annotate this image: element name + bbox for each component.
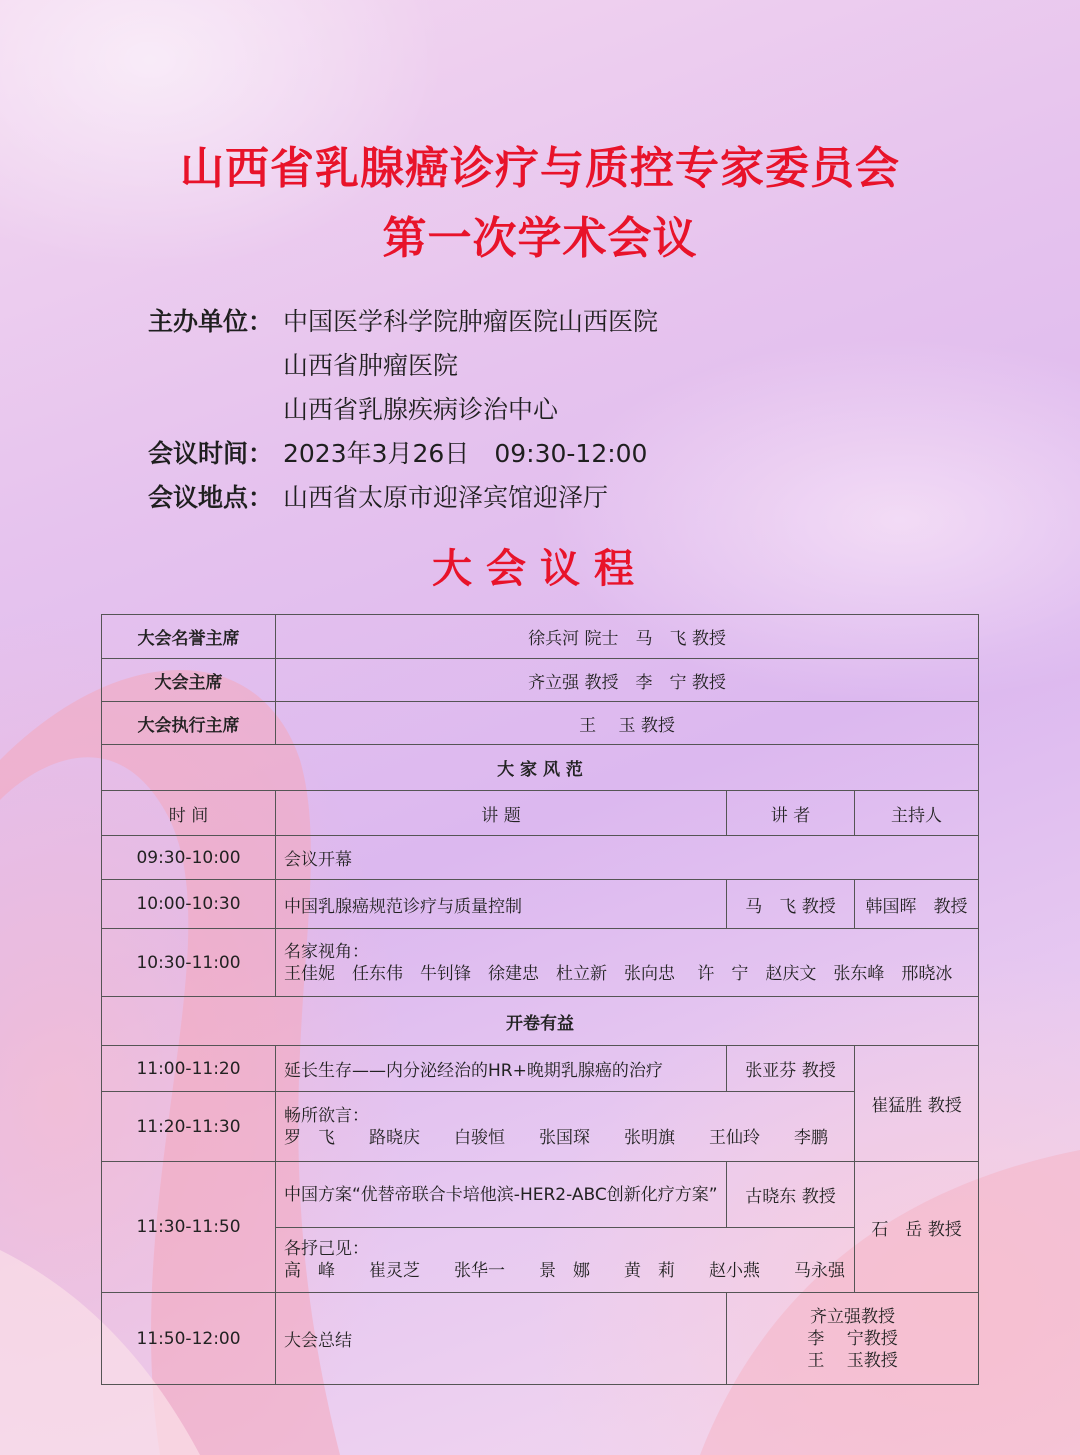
table-row: [102, 615, 979, 659]
table-row: [102, 659, 979, 702]
section-title: 大 家 风 范: [102, 745, 979, 791]
table-row: [102, 1162, 979, 1228]
session-host: 韩国晖 教授: [855, 880, 979, 929]
table-row: [102, 929, 979, 997]
table-row: [102, 997, 979, 1046]
panel-label: 畅所欲言：: [284, 1105, 369, 1126]
session-host: 崔猛胜 教授: [855, 1046, 979, 1162]
session-speaker: 马 飞 教授: [727, 880, 855, 929]
agenda-title: 大会议程: [432, 546, 648, 592]
organizer-2: 山西省肿瘤医院: [283, 351, 459, 380]
session-time: 11:00-11:20: [102, 1046, 276, 1092]
session-host: 石 岳 教授: [855, 1162, 979, 1293]
session-time: 11:30-11:50: [102, 1162, 276, 1293]
table-header-row: [102, 791, 979, 836]
table-row: [102, 836, 979, 880]
place-value: 山西省太原市迎泽宾馆迎泽厅: [283, 483, 609, 512]
place-row: [148, 478, 608, 514]
panel-label: 名家视角：: [284, 941, 369, 962]
organizer-row: [148, 302, 658, 338]
closing-host-1: 齐立强教授: [810, 1306, 896, 1327]
session-topic: 会议开幕: [276, 836, 979, 880]
table-row: [102, 1293, 979, 1385]
chair-label: 大会名誉主席: [102, 615, 276, 659]
session-speaker: 古晓东 教授: [727, 1162, 855, 1228]
organizer-row-3: [148, 390, 558, 426]
session-topic: [276, 929, 979, 997]
panel-members: 高 峰 崔灵芝 张华一 景 娜 黄 莉 赵小燕 马永强: [284, 1261, 845, 1281]
place-label: 会议地点：: [148, 483, 274, 512]
chair-value: 齐立强 教授 李 宁 教授: [276, 659, 979, 702]
closing-host-2: 李 宁教授: [807, 1328, 898, 1349]
time-row: [148, 434, 647, 470]
session-topic: 大会总结: [276, 1293, 727, 1385]
header-speaker: 讲 者: [727, 791, 855, 836]
organizer-row-2: [148, 346, 458, 382]
panel-members: 罗 飞 路晓庆 白骏恒 张国琛 张明旗 王仙玲 李鹏: [284, 1127, 828, 1148]
header-host: 主持人: [855, 791, 979, 836]
session-topic: 中国乳腺癌规范诊疗与质量控制: [276, 880, 727, 929]
table-row: [102, 702, 979, 745]
organizer-label: 主办单位：: [148, 307, 274, 336]
session-host: [727, 1293, 979, 1385]
session-time: 10:30-11:00: [102, 929, 276, 997]
session-topic: 延长生存——内分泌经治的HR+晚期乳腺癌的治疗: [276, 1046, 727, 1092]
session-topic: [276, 1228, 855, 1293]
table-row: [102, 1092, 979, 1162]
header-time: 时 间: [102, 791, 276, 836]
session-time: 09:30-10:00: [102, 836, 276, 880]
session-time: 11:20-11:30: [102, 1092, 276, 1162]
page-title-line2: 第一次学术会议: [382, 213, 698, 264]
chair-value: 徐兵河 院士 马 飞 教授: [276, 615, 979, 659]
schedule-table: [101, 614, 979, 1385]
table-row: [102, 745, 979, 791]
chair-label: 大会主席: [102, 659, 276, 702]
chair-label: 大会执行主席: [102, 702, 276, 745]
panel-members: 王佳妮 任东伟 牛钊锋 徐建忠 杜立新 张向忠 许 宁 赵庆文 张东峰 邢晓冰: [284, 963, 953, 984]
session-speaker: 张亚芬 教授: [727, 1046, 855, 1092]
panel-label: 各抒己见：: [284, 1239, 369, 1259]
section-title: 开卷有益: [102, 997, 979, 1046]
organizer-3: 山西省乳腺疾病诊治中心: [283, 395, 559, 424]
closing-host-3: 王 玉教授: [807, 1350, 898, 1371]
time-label: 会议时间：: [148, 439, 274, 468]
session-topic: 中国方案“优替帝联合卡培他滨-HER2-ABC创新化疗方案”: [276, 1162, 727, 1228]
table-row: [102, 1046, 979, 1092]
chair-value: 王 玉 教授: [276, 702, 979, 745]
session-time: 11:50-12:00: [102, 1293, 276, 1385]
table-row: [102, 880, 979, 929]
time-value: 2023年3月26日 09:30-12:00: [283, 439, 648, 468]
session-time: 10:00-10:30: [102, 880, 276, 929]
session-topic: [276, 1092, 855, 1162]
page-title-line1: 山西省乳腺癌诊疗与质控专家委员会: [180, 143, 900, 194]
organizer-1: 中国医学科学院肿瘤医院山西医院: [283, 307, 659, 336]
header-topic: 讲 题: [276, 791, 727, 836]
